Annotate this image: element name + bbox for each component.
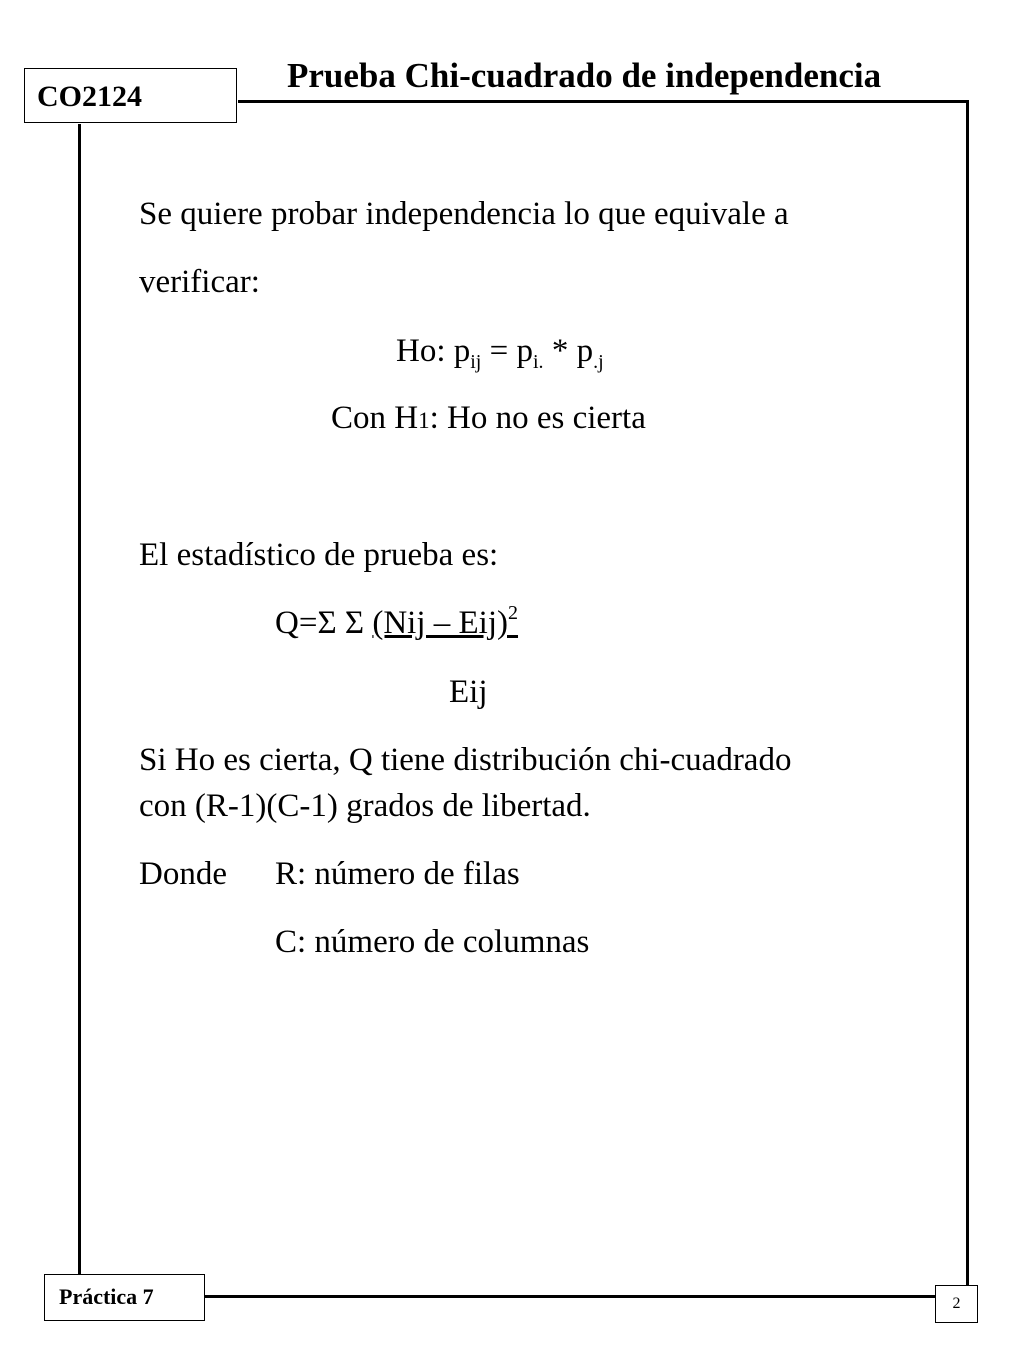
where-columns: C: número de columnas	[275, 924, 590, 960]
frame-right-line	[966, 100, 969, 1300]
h1-prefix: Con H	[331, 400, 419, 436]
intro-line-2: verificar:	[139, 264, 260, 300]
null-hypothesis	[396, 331, 604, 371]
page-number-box: 2	[935, 1285, 978, 1323]
practice-label-box: Práctica 7	[44, 1274, 205, 1321]
conclusion-line-2: con (R-1)(C-1) grados de libertad.	[139, 788, 591, 824]
formula-denominator: Eij	[449, 674, 488, 710]
formula-numerator-text: (Nij – Eij)	[372, 605, 509, 641]
frame-left-line	[78, 124, 81, 1276]
test-statistic-formula	[275, 603, 518, 643]
h0-sub-j: .j	[593, 351, 604, 373]
formula-numerator	[372, 602, 519, 641]
course-code-box: CO2124	[24, 68, 237, 123]
h1-index: 1	[418, 408, 430, 433]
formula-exponent: 2	[508, 602, 519, 624]
h1-suffix: : Ho no es cierta	[429, 400, 646, 436]
h0-sub-ij: ij	[470, 351, 482, 373]
where-rows: R: número de filas	[275, 856, 520, 892]
intro-line-1: Se quiere probar independencia lo que equivale a	[139, 196, 789, 232]
frame-top-line	[238, 100, 969, 103]
h0-prefix: Ho: p	[396, 333, 471, 369]
statistic-intro: El estadístico de prueba es:	[139, 537, 499, 573]
slide-title: Prueba Chi-cuadrado de independencia	[287, 56, 882, 95]
alternative-hypothesis	[331, 398, 646, 441]
h0-mid-2: * p	[543, 333, 594, 369]
h0-mid-1: = p	[481, 333, 533, 369]
h0-sub-i: i.	[533, 351, 544, 373]
frame-bottom-line	[205, 1295, 936, 1298]
conclusion-line-1: Si Ho es cierta, Q tiene distribución chi-cuadrado	[139, 742, 792, 778]
formula-lhs: Q=Σ Σ	[275, 605, 373, 641]
where-label: Donde	[139, 856, 227, 892]
